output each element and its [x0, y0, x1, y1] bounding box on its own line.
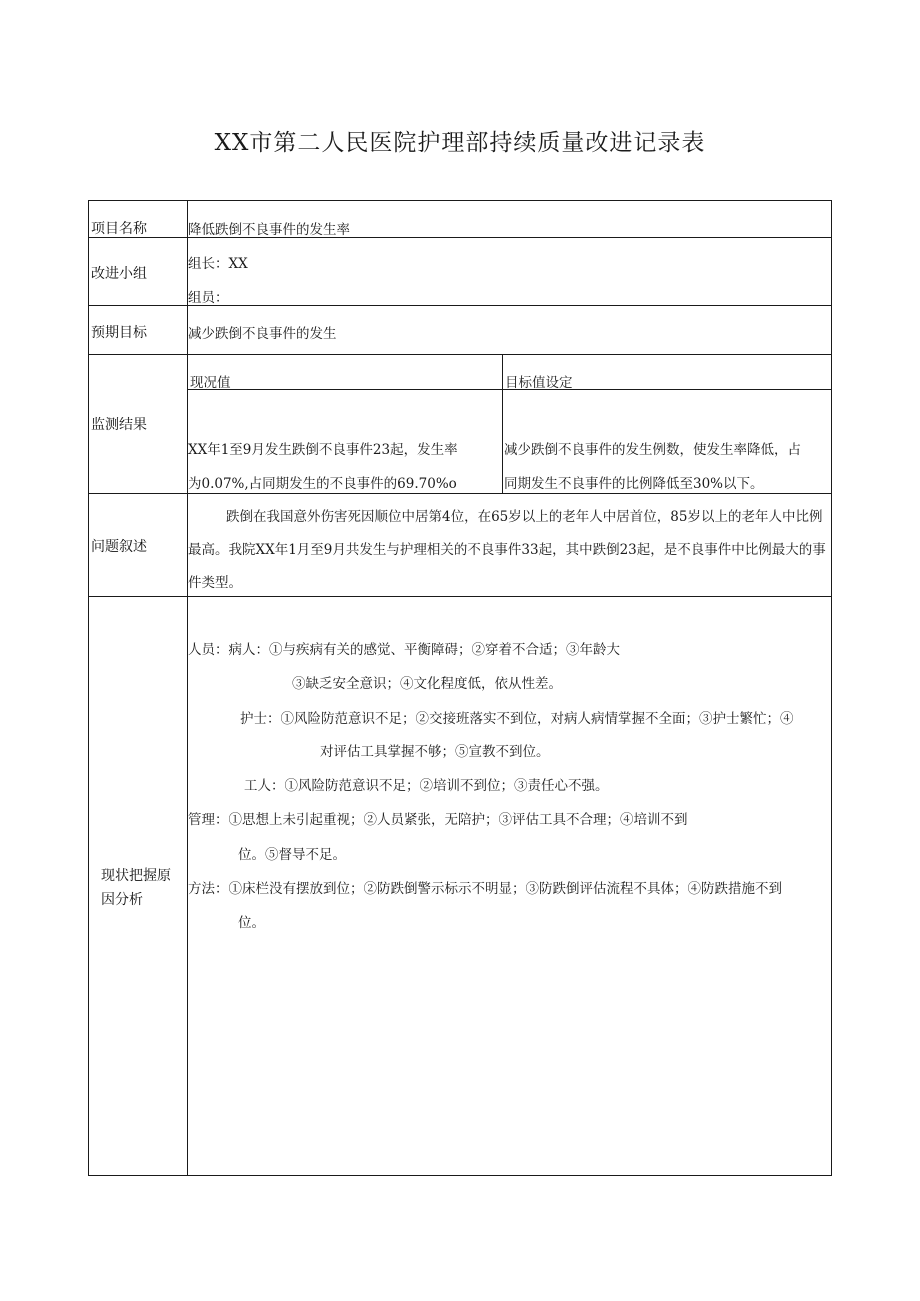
label-column-divider [187, 200, 188, 1176]
target-value-header: 目标值设定 [505, 375, 573, 391]
current-value-line: 为0.07%,占同期发生的不良事件的69.70%o [188, 476, 457, 492]
analysis-line: 护士：①风险防范意识不足；②交接班落实不到位，对病人病情掌握不全面；③护士繁忙；④ [240, 711, 794, 727]
page-title: XX市第二人民医院护理部持续质量改进记录表 [214, 130, 706, 156]
target-value-line: 减少跌倒不良事件的发生例数，使发生率降低，占 [504, 442, 801, 458]
expected-goal-value: 减少跌倒不良事件的发生 [188, 326, 337, 342]
table-border-right [831, 200, 832, 1176]
team-leader: 组长：XX [188, 256, 248, 272]
analysis-line: 管理：①思想上未引起重视；②人员紧张，无陪护；③评估工具不合理；④培训不到 [188, 812, 688, 828]
problem-statement-text: 跌倒在我国意外伤害死因顺位中居第4位，在65岁以上的老年人中居首位，85岁以上的老年人中比例最高。我院XX年1月至9月共发生与护理相关的不良事件33起，其中跌倒23起，是不良事件中比例最大的事件类型。 [188, 509, 826, 591]
analysis-line: 位。 [238, 915, 265, 931]
current-value-line: XX年1至9月发生跌倒不良事件23起，发生率 [188, 442, 458, 458]
label-problem-statement: 问题叙述 [91, 539, 147, 555]
team-members: 组员： [188, 290, 229, 306]
label-team: 改进小组 [91, 266, 147, 282]
label-monitor-results: 监测结果 [91, 417, 147, 433]
project-name-value: 降低跌倒不良事件的发生率 [188, 222, 350, 238]
table-border-bottom [88, 1175, 832, 1176]
analysis-line: ③缺乏安全意识；④文化程度低，依从性差。 [292, 676, 562, 692]
analysis-line: 位。⑤督导不足。 [238, 847, 346, 863]
label-cause-analysis: 现状把握原因分析 [101, 868, 171, 908]
target-value-line: 同期发生不良事件的比例降低至30%以下。 [504, 476, 764, 492]
current-value-header: 现况值 [190, 375, 231, 391]
row-divider [88, 493, 832, 494]
label-expected-goal: 预期目标 [91, 325, 147, 341]
analysis-line: 方法：①床栏没有摆放到位；②防跌倒警示标示不明显；③防跌倒评估流程不具体；④防跌措施不到 [188, 881, 782, 897]
label-project-name: 项目名称 [91, 221, 147, 237]
monitor-column-divider [502, 354, 503, 494]
table-border-top [88, 200, 832, 201]
analysis-line: 对评估工具掌握不够；⑤宣教不到位。 [320, 744, 550, 760]
table-border-left [88, 200, 89, 1176]
row-divider [88, 354, 832, 355]
analysis-line: 人员：病人：①与疾病有关的感觉、平衡障碍；②穿着不合适；③年龄大 [188, 642, 620, 658]
analysis-line: 工人：①风险防范意识不足；②培训不到位；③责任心不强。 [244, 778, 609, 794]
